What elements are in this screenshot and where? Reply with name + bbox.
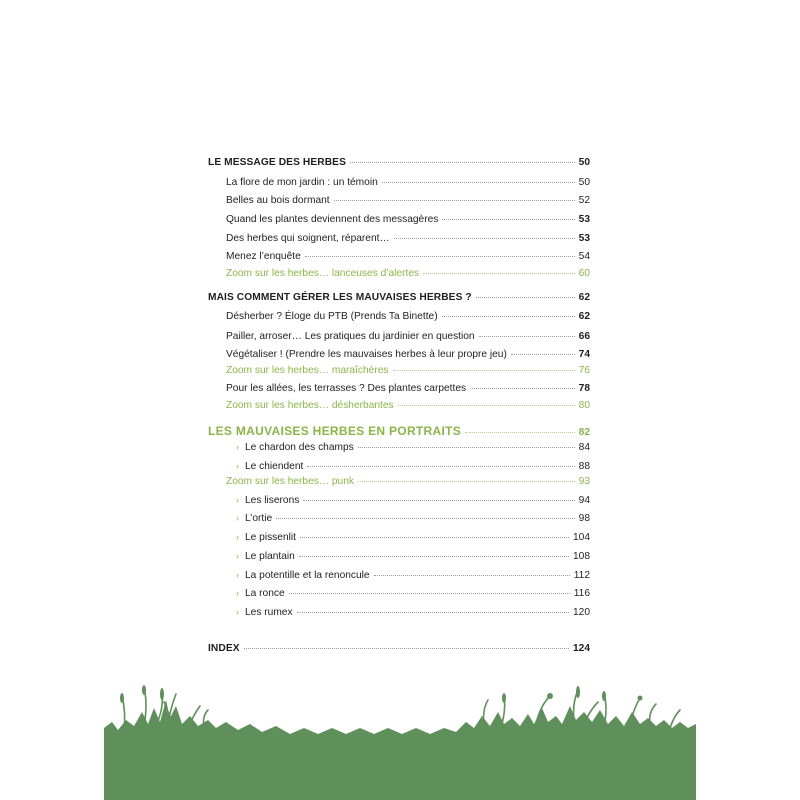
dot-leader xyxy=(465,432,575,433)
toc-page-number: 116 xyxy=(573,588,590,599)
toc-page-number: 80 xyxy=(578,400,590,411)
toc-entry-label: Zoom sur les herbes… désherbantes xyxy=(226,400,394,411)
toc-entry-label: Le plantain xyxy=(245,551,295,562)
toc-entry-label: Menez l’enquête xyxy=(226,251,301,262)
dot-leader xyxy=(300,537,569,538)
toc-page-number: 88 xyxy=(578,461,590,472)
toc-section-title: INDEX xyxy=(208,643,240,654)
toc-entry-label: Belles au bois dormant xyxy=(226,195,330,206)
toc-entry xyxy=(208,348,590,362)
toc-entry xyxy=(208,530,590,545)
dot-leader xyxy=(479,336,575,337)
toc-section-heading xyxy=(208,291,590,305)
toc-zoom-entry xyxy=(208,399,590,413)
toc-entry xyxy=(208,250,590,264)
dot-leader xyxy=(393,370,575,371)
dot-leader xyxy=(307,466,574,467)
dot-leader xyxy=(289,593,570,594)
bullet-chevron-icon: › xyxy=(236,551,239,561)
toc-entry xyxy=(208,176,590,190)
toc-section-heading xyxy=(208,642,590,656)
bullet-chevron-icon: › xyxy=(236,513,239,523)
bullet-chevron-icon: › xyxy=(236,588,239,598)
bullet-chevron-icon: › xyxy=(236,607,239,617)
toc-entry-label: Les rumex xyxy=(245,607,293,618)
toc-entry-label: Pailler, arroser… Les pratiques du jardinier en question xyxy=(226,331,475,342)
toc-page-number: 124 xyxy=(573,643,590,654)
toc-entry xyxy=(208,213,590,227)
toc-entry xyxy=(208,493,590,508)
dot-leader xyxy=(299,556,569,557)
dot-leader xyxy=(276,518,574,519)
toc-page-number: 112 xyxy=(573,570,590,581)
toc-page-number: 60 xyxy=(578,268,590,279)
bullet-chevron-icon: › xyxy=(236,532,239,542)
toc-entry xyxy=(208,511,590,526)
toc-page-number: 50 xyxy=(578,177,590,188)
toc-entry-label: La flore de mon jardin : un témoin xyxy=(226,177,378,188)
toc-page-number: 62 xyxy=(578,292,590,303)
toc-page-number: 52 xyxy=(578,195,590,206)
dot-leader xyxy=(374,575,570,576)
toc-page-number: 84 xyxy=(578,442,590,453)
toc-entry-label: La potentille et la renoncule xyxy=(245,570,370,581)
dot-leader xyxy=(470,388,575,389)
toc-section-title: LE MESSAGE DES HERBES xyxy=(208,157,346,168)
dot-leader xyxy=(244,648,569,649)
toc-page-number: 53 xyxy=(578,233,590,244)
toc-page-number: 50 xyxy=(578,157,590,168)
toc-entry xyxy=(208,459,590,474)
toc-zoom-entry xyxy=(208,364,590,378)
toc-entry-label: Le chiendent xyxy=(245,461,304,472)
toc-page-number: 74 xyxy=(578,349,590,360)
toc-page-number: 53 xyxy=(578,214,590,225)
dot-leader xyxy=(398,405,575,406)
toc-entry-label: Le chardon des champs xyxy=(245,442,354,453)
dot-leader xyxy=(476,297,575,298)
toc-entry xyxy=(208,232,590,246)
toc-page-number: 76 xyxy=(578,365,590,376)
toc-entry-label: La ronce xyxy=(245,588,285,599)
toc-entry-label: Pour les allées, les terrasses ? Des plantes carpettes xyxy=(226,383,467,394)
dot-leader xyxy=(382,182,575,183)
toc-entry xyxy=(208,382,590,396)
toc-section-heading xyxy=(208,424,590,440)
bullet-chevron-icon: › xyxy=(236,461,239,471)
dot-leader xyxy=(442,316,575,317)
dot-leader xyxy=(305,256,575,257)
dot-leader xyxy=(423,273,575,274)
toc-entry-label: Quand les plantes deviennent des messagères xyxy=(226,214,439,225)
toc-entry-label: L’ortie xyxy=(245,513,273,524)
toc-page-number: 93 xyxy=(578,476,590,487)
toc-zoom-entry xyxy=(208,267,590,281)
bullet-chevron-icon: › xyxy=(236,442,239,452)
toc-entry-label: Le pissenlit xyxy=(245,532,296,543)
toc-entry xyxy=(208,568,590,583)
toc-entry xyxy=(208,605,590,620)
toc-page-number: 66 xyxy=(578,331,590,342)
dot-leader xyxy=(350,162,575,163)
toc-entry-label: Zoom sur les herbes… maraîchères xyxy=(226,365,389,376)
toc-entry-label: Des herbes qui soignent, réparent… xyxy=(226,233,390,244)
toc-entry xyxy=(208,194,590,208)
toc-section-title: MAIS COMMENT GÉRER LES MAUVAISES HERBES ? xyxy=(208,292,472,303)
toc-page-number: 54 xyxy=(578,251,590,262)
toc-page-number: 104 xyxy=(573,532,590,543)
dot-leader xyxy=(358,481,575,482)
toc-page-number: 120 xyxy=(573,607,590,618)
toc-entry-label: Zoom sur les herbes… lanceuses d’alertes xyxy=(226,268,420,279)
toc-section-heading xyxy=(208,156,590,170)
toc-page-number: 78 xyxy=(578,383,590,394)
toc-zoom-entry xyxy=(208,475,590,489)
toc-page-number: 94 xyxy=(578,495,590,506)
dot-leader xyxy=(334,200,575,201)
toc-entry-label: Zoom sur les herbes… punk xyxy=(226,476,354,487)
toc-page-number: 108 xyxy=(573,551,590,562)
toc-entry xyxy=(208,330,590,344)
dot-leader xyxy=(358,447,575,448)
dot-leader xyxy=(442,219,574,220)
toc-section-title: LES MAUVAISES HERBES EN PORTRAITS xyxy=(208,424,462,438)
dot-leader xyxy=(303,500,574,501)
toc-entry xyxy=(208,310,590,324)
dot-leader xyxy=(511,354,575,355)
dot-leader xyxy=(297,612,569,613)
toc-entry xyxy=(208,440,590,455)
bullet-chevron-icon: › xyxy=(236,495,239,505)
toc-page-number: 98 xyxy=(578,513,590,524)
toc-entry xyxy=(208,549,590,564)
toc-entry-label: Désherber ? Éloge du PTB (Prends Ta Binette) xyxy=(226,311,438,322)
toc-entry-label: Végétaliser ! (Prendre les mauvaises herbes à leur propre jeu) xyxy=(226,349,507,360)
dot-leader xyxy=(394,238,575,239)
toc-page-number: 62 xyxy=(578,311,590,322)
bullet-chevron-icon: › xyxy=(236,570,239,580)
toc-entry xyxy=(208,586,590,601)
toc-entry-label: Les liserons xyxy=(245,495,300,506)
grass-silhouette-illustration xyxy=(104,682,696,800)
toc-page-number: 82 xyxy=(578,427,590,438)
